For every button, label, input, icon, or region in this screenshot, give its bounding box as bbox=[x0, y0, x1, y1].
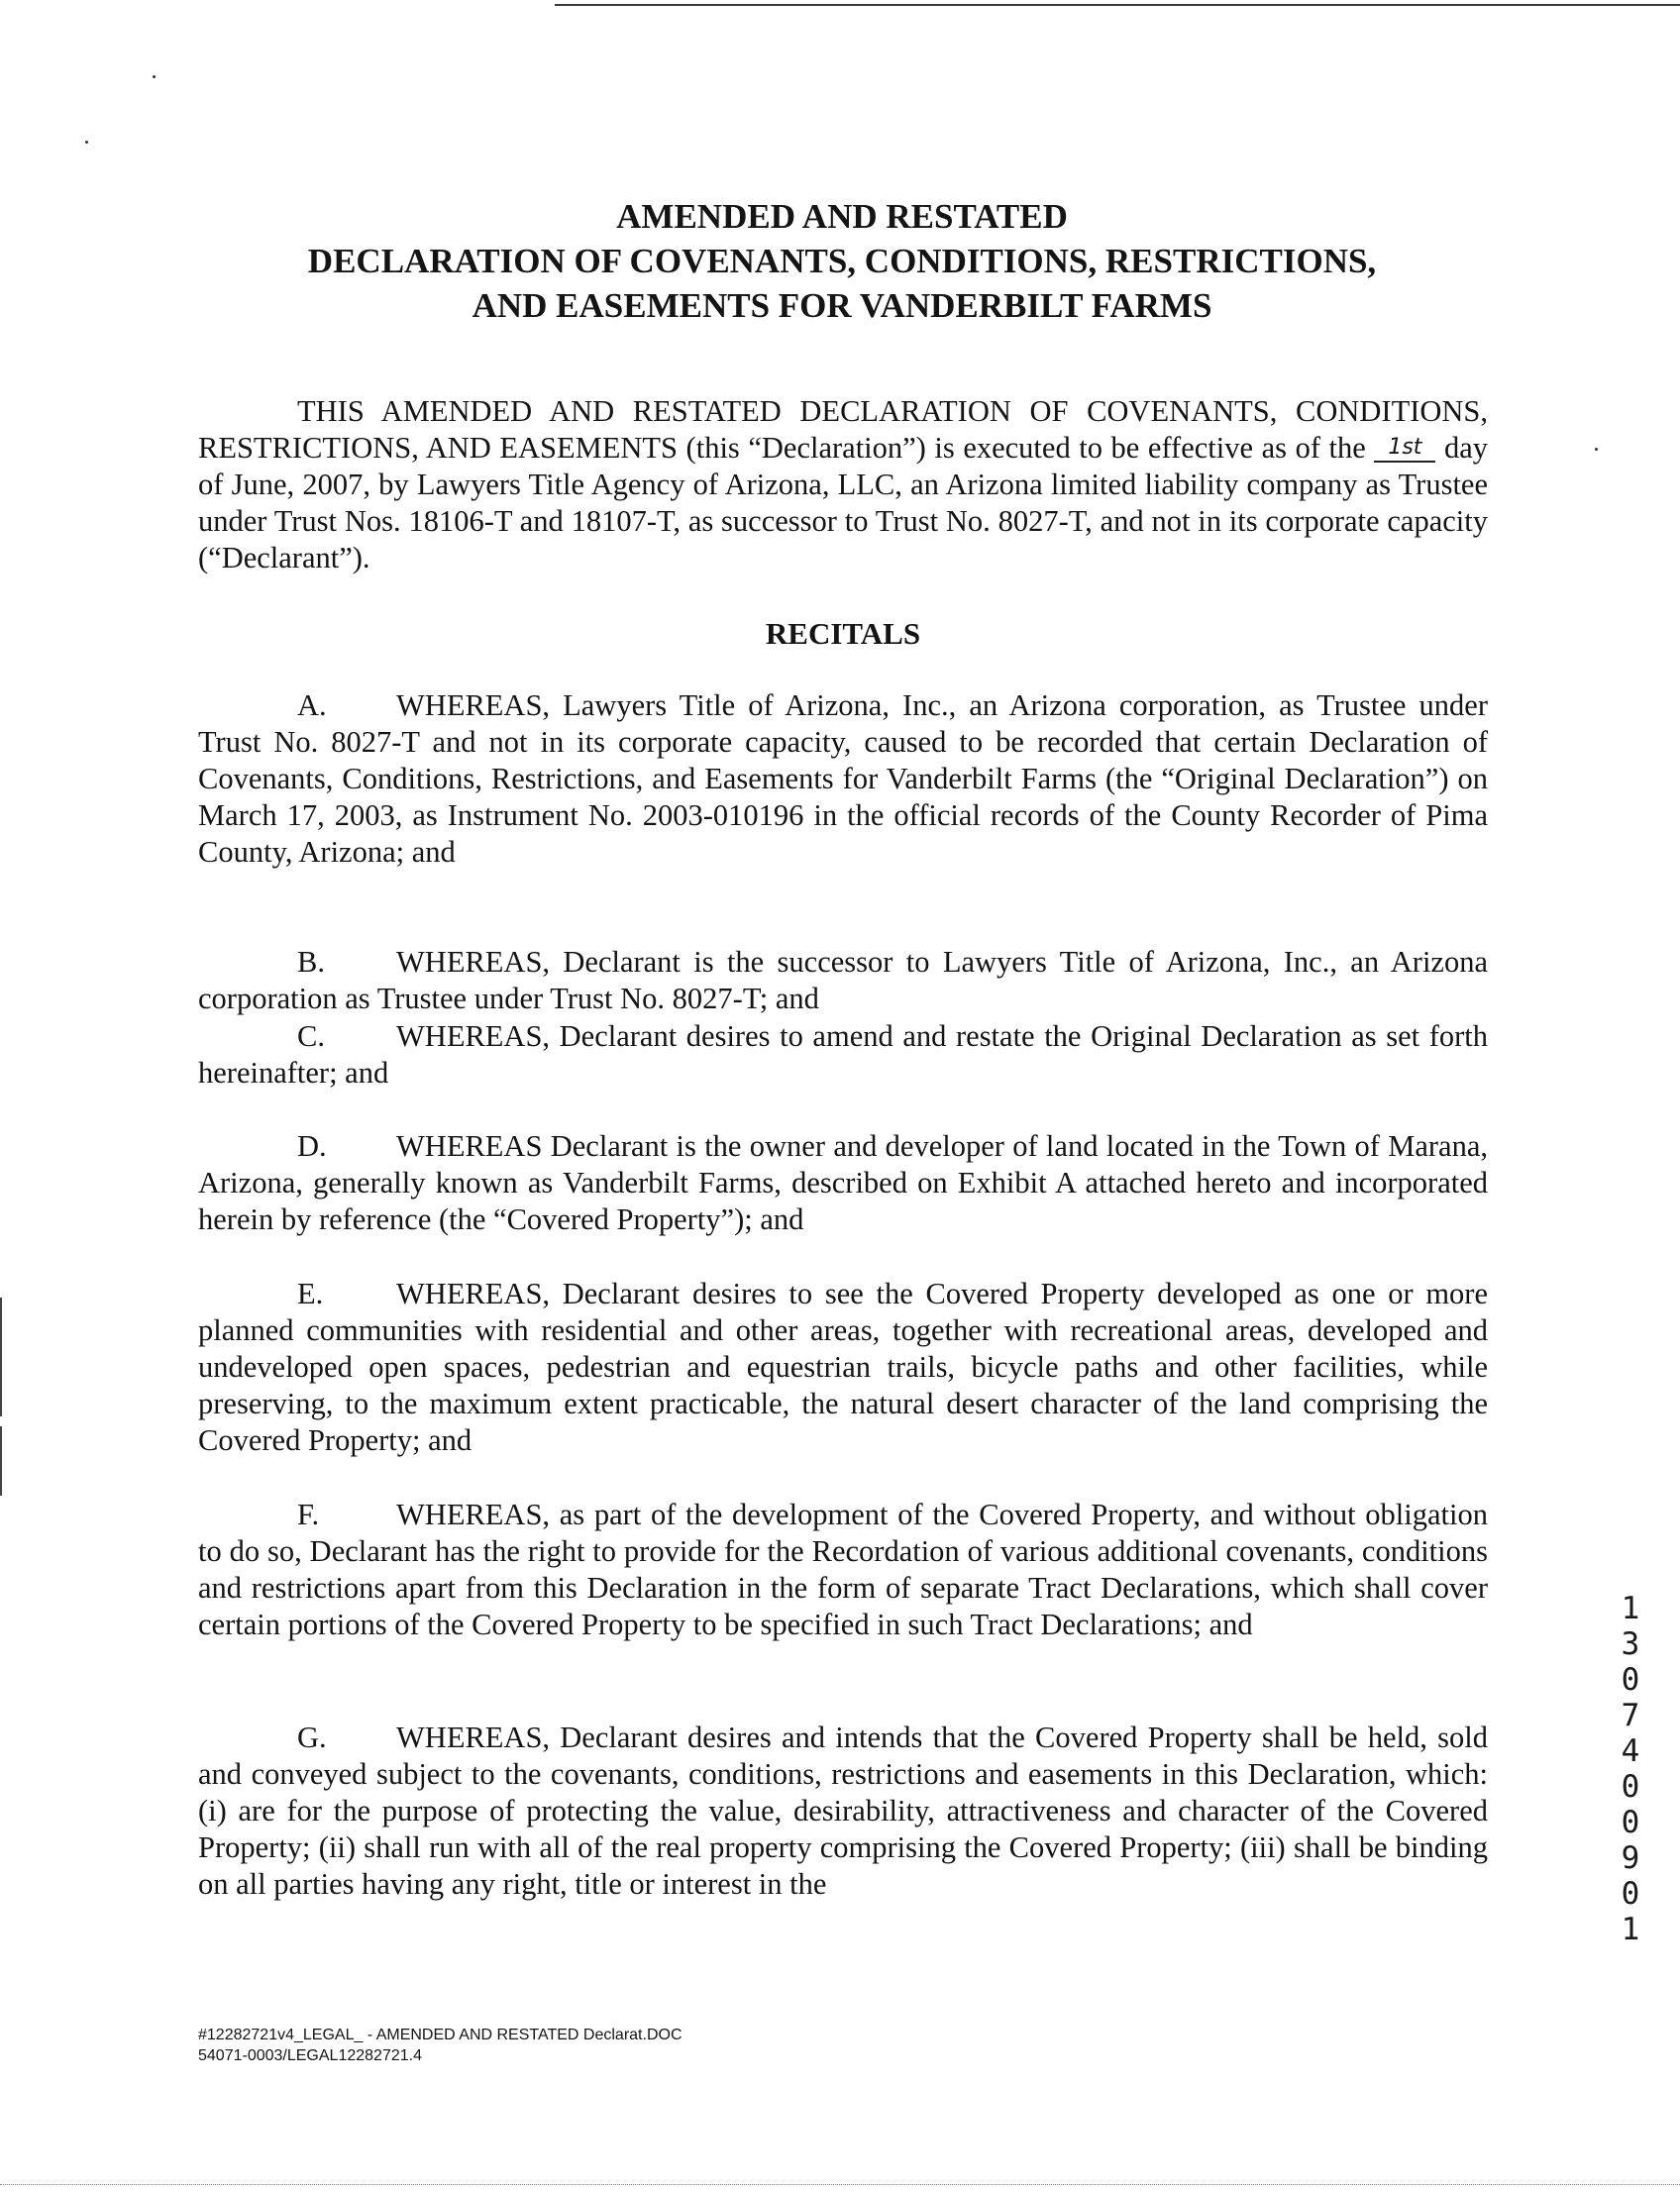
left-scan-edge-mark bbox=[0, 1426, 2, 1496]
recital-g bbox=[198, 1720, 1488, 1903]
recital-text: WHEREAS, as part of the development of the Covered Property, and without obligation to do so, Declarant has the right to provide for the Recordation of various additional covenants, conditions and restrictions apart from this Declaration in the form of separate Tract Declarations, which shall cover certain portions of the Covered Property to be specified in such Tract Declarations; and bbox=[198, 1498, 1488, 1641]
recording-number-stamp: 13074 00901 bbox=[1621, 1591, 1640, 1947]
recital-f bbox=[198, 1497, 1488, 1643]
recital-text: WHEREAS, Lawyers Title of Arizona, Inc., an Arizona corporation, as Trustee under Trust No. 8027-T and not in its corporate capacity, caused to be recorded that certain Declaration of Covenants, Conditions, Restrictions, and Easements for Vanderbilt Farms (the “Original Declaration”) on March 17, 2003, as Instrument No. 2003-010196 in the official records of the County Recorder of Pima County, Arizona; and bbox=[198, 688, 1488, 869]
title-line: DECLARATION OF COVENANTS, CONDITIONS, RESTRICTIONS, bbox=[307, 242, 1377, 280]
recital-d bbox=[198, 1128, 1488, 1238]
recital-label: B. bbox=[297, 945, 325, 979]
recital-text: WHEREAS, Declarant is the successor to Lawyers Title of Arizona, Inc., an Arizona corporation as Trustee under Trust No. 8027-T; and bbox=[198, 945, 1488, 1015]
recital-label: F. bbox=[297, 1498, 320, 1531]
document-title bbox=[198, 194, 1486, 328]
recital-e bbox=[198, 1276, 1488, 1459]
intro-text-before-blank: THIS AMENDED AND RESTATED DECLARATION OF COVENANTS, CONDITIONS, RESTRICTIONS, AND EASEMENTS (this “Declaration”) is executed to be effective as of the bbox=[198, 394, 1488, 465]
left-scan-edge-mark bbox=[0, 1298, 2, 1416]
document-footer bbox=[198, 2025, 682, 2066]
title-line: AMENDED AND RESTATED bbox=[616, 197, 1068, 236]
recital-text: WHEREAS, Declarant desires to amend and restate the Original Declaration as set forth hereinafter; and bbox=[198, 1019, 1488, 1090]
recital-text: WHEREAS Declarant is the owner and developer of land located in the Town of Marana, Arizona, generally known as Vanderbilt Farms, described on Exhibit A attached hereto and incorporated herein by reference (the “Covered Property”); and bbox=[198, 1129, 1488, 1236]
handwritten-day-blank: 1st bbox=[1374, 435, 1435, 463]
recital-label: C. bbox=[297, 1019, 325, 1053]
recital-a bbox=[198, 687, 1488, 871]
scan-speck bbox=[85, 141, 88, 144]
bottom-scan-border bbox=[0, 2184, 1680, 2185]
recital-b bbox=[198, 944, 1488, 1017]
recital-text: WHEREAS, Declarant desires to see the Covered Property developed as one or more planned communities with residential and other areas, together with recreational areas, developed and undeveloped open spaces, pedestrian and equestrian trails, bicycle paths and other facilities, while preserving, to the maximum extent practicable, the natural desert character of the land comprising the Covered Property; and bbox=[198, 1277, 1488, 1457]
recital-c bbox=[198, 1018, 1488, 1092]
intro-paragraph bbox=[198, 393, 1488, 576]
recitals-heading: RECITALS bbox=[765, 616, 921, 651]
title-line: AND EASEMENTS FOR VANDERBILT FARMS bbox=[472, 286, 1212, 325]
footer-line: 54071-0003/LEGAL12282721.4 bbox=[198, 2047, 422, 2064]
recital-label: E. bbox=[297, 1277, 324, 1310]
recital-label: D. bbox=[297, 1129, 327, 1163]
recital-label: A. bbox=[297, 688, 327, 722]
recital-text: WHEREAS, Declarant desires and intends that the Covered Property shall be held, sold and conveyed subject to the covenants, conditions, restrictions and easements in this Declaration, which: (i) are for the purpose of protecting the value, desirability, attractiveness and character of the Covered Property; (ii) shall run with all of the real property comprising the Covered Property; (iii) shall be binding on all parties having any right, title or interest in the bbox=[198, 1721, 1488, 1901]
recital-label: G. bbox=[297, 1721, 327, 1754]
intro-text-after-blank: day of June, 2007, by Lawyers Title Agency of Arizona, LLC, an Arizona limited liability company as Trustee under Trust Nos. 18106-T and 18107-T, as successor to Trust No. 8027-T, and not in its corporate capacity (“Declarant”). bbox=[198, 431, 1489, 574]
top-scan-border bbox=[555, 4, 1680, 6]
scan-speck bbox=[153, 75, 156, 78]
scan-speck bbox=[1595, 448, 1598, 451]
footer-line: #12282721v4_LEGAL_ - AMENDED AND RESTATED Declarat.DOC bbox=[198, 2027, 682, 2043]
